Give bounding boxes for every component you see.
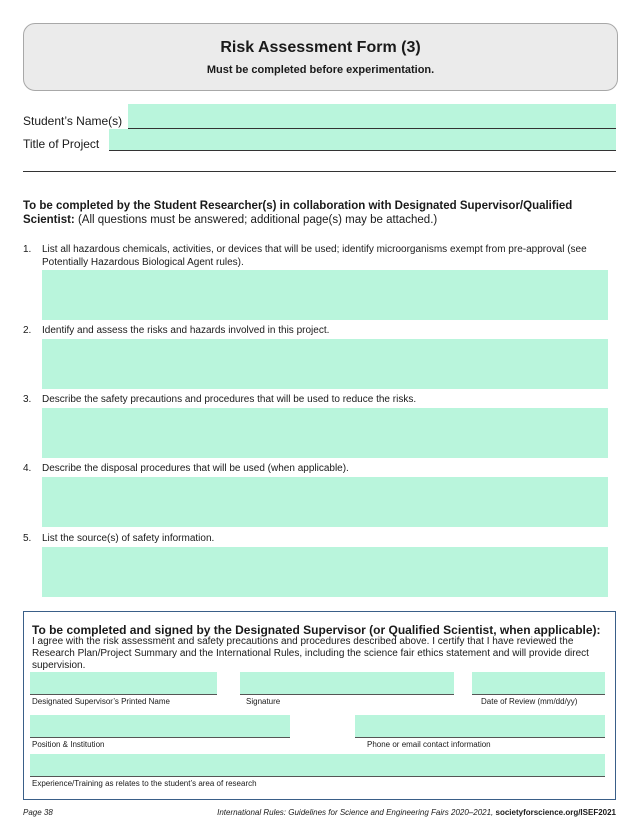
question-4-number: 4. [23, 463, 32, 474]
footer-url: societyforscience.org/ISEF2021 [495, 808, 616, 817]
question-1-answer[interactable] [42, 270, 608, 320]
form-title: Risk Assessment Form (3) [220, 39, 421, 56]
student-name-label: Student’s Name(s) [23, 114, 123, 128]
question-4-answer[interactable] [42, 477, 608, 527]
section-divider [23, 171, 616, 172]
citation-text: International Rules: Guidelines for Science and Engineering Fairs 2020–2021, [217, 808, 496, 817]
question-2-answer[interactable] [42, 339, 608, 389]
supervisor-printed-name-input[interactable] [30, 672, 217, 695]
contact-info-input[interactable] [355, 715, 605, 738]
contact-label: Phone or email contact information [367, 740, 491, 749]
printed-name-label: Designated Supervisor’s Printed Name [32, 697, 170, 706]
question-2-number: 2. [23, 325, 32, 336]
question-4-text: Describe the disposal procedures that will be used (when applicable). [42, 463, 349, 474]
question-5-answer[interactable] [42, 547, 608, 597]
question-3-number: 3. [23, 394, 32, 405]
signature-input[interactable] [240, 672, 454, 695]
student-name-input[interactable] [128, 104, 616, 129]
student-instructions [23, 199, 618, 227]
review-date-input[interactable] [472, 672, 605, 695]
supervisor-title: To be completed and signed by the Designated Supervisor (or Qualified Scientist, when applicable): [32, 623, 601, 637]
question-1-text: List all hazardous chemicals, activities, or devices that will be used; identify microorganisms exempt from pre-approval (see Potentially Hazardous Biological Agent rules). [42, 244, 587, 268]
question-1-number: 1. [23, 244, 32, 255]
instructions-note: (All questions must be answered; additional page(s) may be attached.) [74, 214, 438, 226]
position-institution-input[interactable] [30, 715, 290, 738]
review-date-label: Date of Review (mm/dd/yy) [481, 697, 578, 706]
signature-label: Signature [246, 697, 281, 706]
position-label: Position & Institution [32, 740, 105, 749]
page-number: Page 38 [23, 808, 53, 817]
form-header [23, 23, 618, 91]
project-title-label: Title of Project [23, 137, 100, 151]
form-subtitle: Must be completed before experimentation. [206, 64, 435, 76]
question-3-text: Describe the safety precautions and procedures that will be used to reduce the risks. [42, 394, 417, 405]
experience-label: Experience/Training as relates to the student’s area of research [32, 779, 257, 788]
footer-citation [217, 808, 616, 817]
question-5-number: 5. [23, 533, 32, 544]
question-5-text: List the source(s) of safety information. [42, 533, 215, 544]
experience-input[interactable] [30, 754, 605, 777]
question-2-text: Identify and assess the risks and hazards involved in this project. [42, 325, 330, 336]
supervisor-statement: I agree with the risk assessment and safety precautions and procedures described above. I certify that I have reviewed the Research Plan/Project Summary and the International Rules, including the science fair ethics statement and will provide direct supervision. [32, 636, 589, 671]
instructions-bold: To be completed by the Student Researcher(s) in collaboration with Designated Supervisor/Qualified Scientist: [23, 200, 573, 226]
question-3-answer[interactable] [42, 408, 608, 458]
project-title-input[interactable] [109, 129, 616, 151]
